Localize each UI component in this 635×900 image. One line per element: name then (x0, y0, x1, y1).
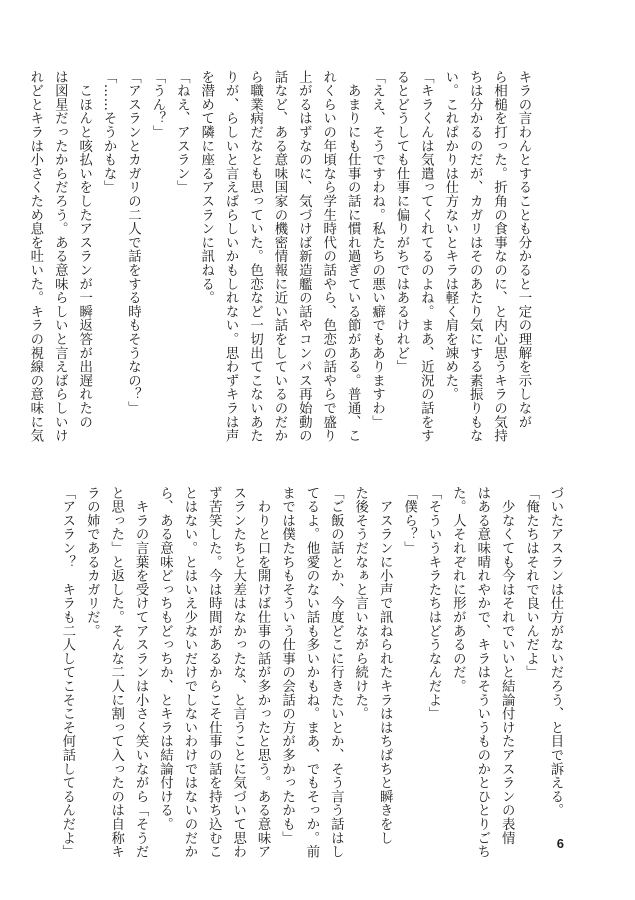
text-column: 「そういうキラたちはどうなんだよ」 (425, 486, 441, 721)
text-column: ら職業病だなとも思っていた。色恋など一切出てこないあた (247, 70, 263, 443)
text-column: を潜めて隣に座るアスランに訊ねる。 (198, 70, 214, 305)
page-number: 6 (556, 836, 564, 851)
text-column: 「キラくんは気遣ってくれてるのよね。まあ、近況の話をす (418, 70, 434, 443)
text-column: 話など、ある意味国家の機密情報に近い話をしているのだか (271, 70, 287, 443)
text-column: こほんと咳払いをしたアスランが一瞬返答が出遅れたの (76, 70, 92, 429)
text-column: 「うん？」 (149, 70, 165, 139)
text-column: れどとキラは小さくため息を吐いた。キラの視線の意味に気 (27, 70, 43, 443)
text-column: は図星だったからだろう。ある意味らしいと言えばらしいけ (52, 70, 68, 443)
text-column: とはない。とはいえ少ないだけでしないわけではないのだか (181, 486, 197, 859)
text-column: 上がるはずなのに、気づけば新造艦の話やコンパス再始動の (296, 70, 312, 443)
text-column: た。人それぞれに形があるのだ。 (450, 486, 466, 693)
text-column: 「ねえ、アスラン」 (174, 70, 190, 195)
text-column: 「ええ、そうですわね。私たちの悪い癖でもありますわ」 (369, 70, 385, 429)
text-column: ちは分かるのだが、カガリはそのあたり気にする素振りもな (467, 70, 483, 443)
text-column: キラの言わんとすることも分かると一定の理解を示しなが (516, 70, 531, 429)
text-column: あまりにも仕事の話に慣れ過ぎている節がある。普通、こ (345, 70, 361, 443)
text-column: ら相槌を打った。折角の食事なのに、と内心思うキラの気持 (491, 70, 507, 443)
text-column: れくらいの年頃なら学生時代の話やら、色恋の話やらで盛り (320, 70, 336, 443)
text-column: 「アスラン？ キラも二人してこそこそ何話してるんだよ」 (59, 486, 75, 859)
text-column: アスランに小声で訊ねられたキラははちぱちと瞬きをし (377, 486, 393, 845)
text-column: と思った」と返した。そんな二人に割って入ったのは自称キ (108, 486, 124, 859)
upper-text-block (22, 70, 535, 442)
text-column: 「……そうかもな」 (101, 70, 117, 195)
text-column: るとどうしても仕事に偏りがちではあるけれど」 (393, 70, 409, 374)
text-column: 「アスランとカガリの二人で話をする時もそうなの？」 (125, 70, 141, 415)
text-column: 「僕ら？」 (401, 486, 417, 555)
text-column: キラの言葉を受けてアスランは小さく笑いながら「そうだ (133, 486, 149, 859)
text-column: 「俺たちはそれで良いんだよ」 (523, 486, 539, 680)
text-column: りが、らしいと言えばらしいかもしれない。思わずキラは声 (223, 70, 239, 443)
text-column: 少なくても今はそれでいいと結論付けたアスランの表情 (499, 486, 515, 845)
text-column: ら、ある意味どっちもどっちか、とキラは結論付ける。 (157, 486, 173, 831)
text-column: までは僕たちもそういう仕事の会話の方が多かったかも」 (279, 486, 295, 845)
text-column: づいたアスランは仕方がないだろう、と目で訴える。 (548, 486, 563, 818)
text-column: い。これぱかりは仕方ないとキラは軽く肩を竦めた。 (442, 70, 458, 402)
text-column: ラの姉であるカガリだ。 (84, 486, 100, 638)
lower-text-block (54, 486, 567, 858)
text-column: わりと口を開けば仕事の話が多かったと思う。ある意味ア (255, 486, 271, 859)
text-column: はある意味晴れやかで、キラはそういうものかとひとりごち (474, 486, 490, 859)
text-column: てるよ。他愛のない話も多いかもね。まあ、でもそっか。前 (303, 486, 319, 859)
text-column: スランたちと大差はなかったな、と言うことに気づいて思わ (230, 486, 246, 859)
text-column: ず苦笑した。今は時間があるからこそ仕事の話を持ち込むこ (206, 486, 222, 859)
text-column: 「ご飯の話とか、今度どこに行きたいとか、そう言う話はし (328, 486, 344, 859)
text-column: た後そうだなぁと言いながら続けた。 (352, 486, 368, 721)
